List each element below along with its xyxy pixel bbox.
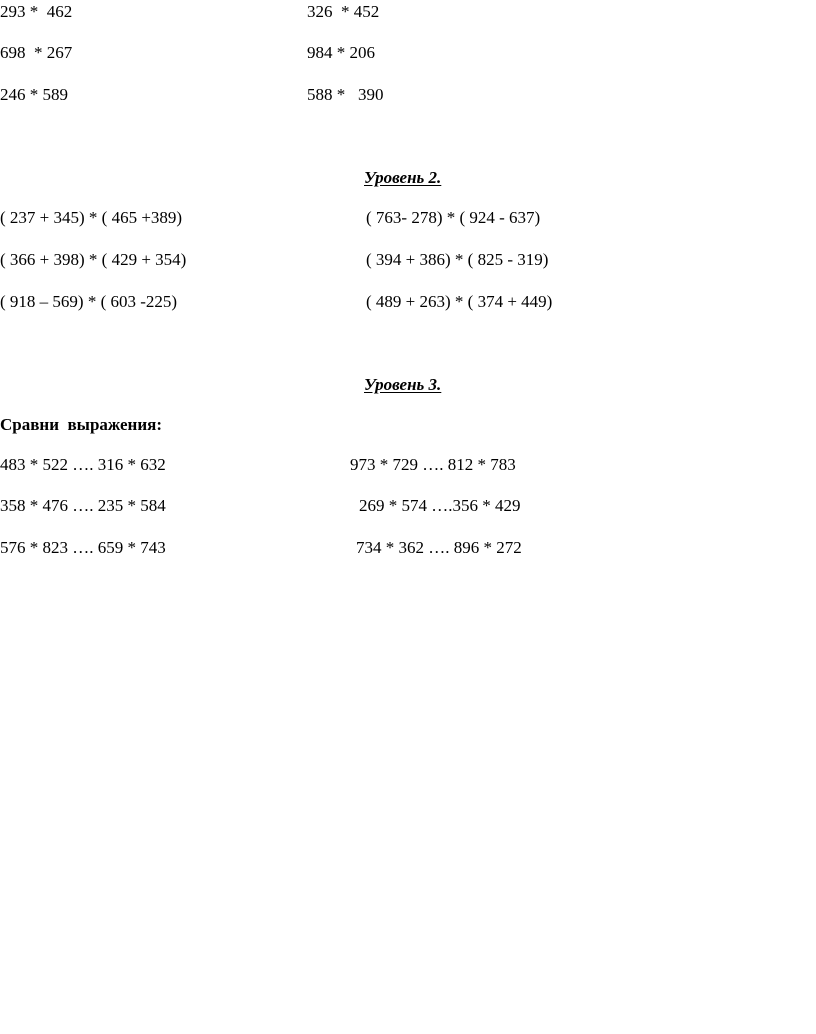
- level2-row2-right: ( 394 + 386) * ( 825 - 319): [366, 250, 549, 269]
- level3-heading: Уровень 3.: [364, 375, 442, 394]
- level3-row3-left: 576 * 823 …. 659 * 743: [0, 538, 166, 557]
- level2-row2-left: ( 366 + 398) * ( 429 + 354): [0, 250, 187, 269]
- level1-row2-right: 984 * 206: [307, 43, 375, 62]
- compare-instruction: Сравни выражения:: [0, 415, 163, 434]
- level3-row3-right: 734 * 362 …. 896 * 272: [356, 538, 522, 557]
- level1-row2-left: 698 * 267: [0, 43, 73, 62]
- level1-row1-right: 326 * 452: [307, 2, 380, 21]
- level2-row1-left: ( 237 + 345) * ( 465 +389): [0, 208, 183, 227]
- level3-row1-right: 973 * 729 …. 812 * 783: [350, 455, 516, 474]
- level1-row3-left: 246 * 589: [0, 85, 68, 104]
- level3-row2-right: 269 * 574 ….356 * 429: [359, 496, 521, 515]
- level3-row1-left: 483 * 522 …. 316 * 632: [0, 455, 166, 474]
- level2-row3-right: ( 489 + 263) * ( 374 + 449): [366, 292, 553, 311]
- level3-row2-left: 358 * 476 …. 235 * 584: [0, 496, 166, 515]
- level1-row3-right: 588 * 390: [307, 85, 384, 104]
- level2-heading: Уровень 2.: [364, 168, 442, 187]
- level1-row1-left: 293 * 462: [0, 2, 73, 21]
- level2-row1-right: ( 763- 278) * ( 924 - 637): [366, 208, 541, 227]
- level2-row3-left: ( 918 – 569) * ( 603 -225): [0, 292, 178, 311]
